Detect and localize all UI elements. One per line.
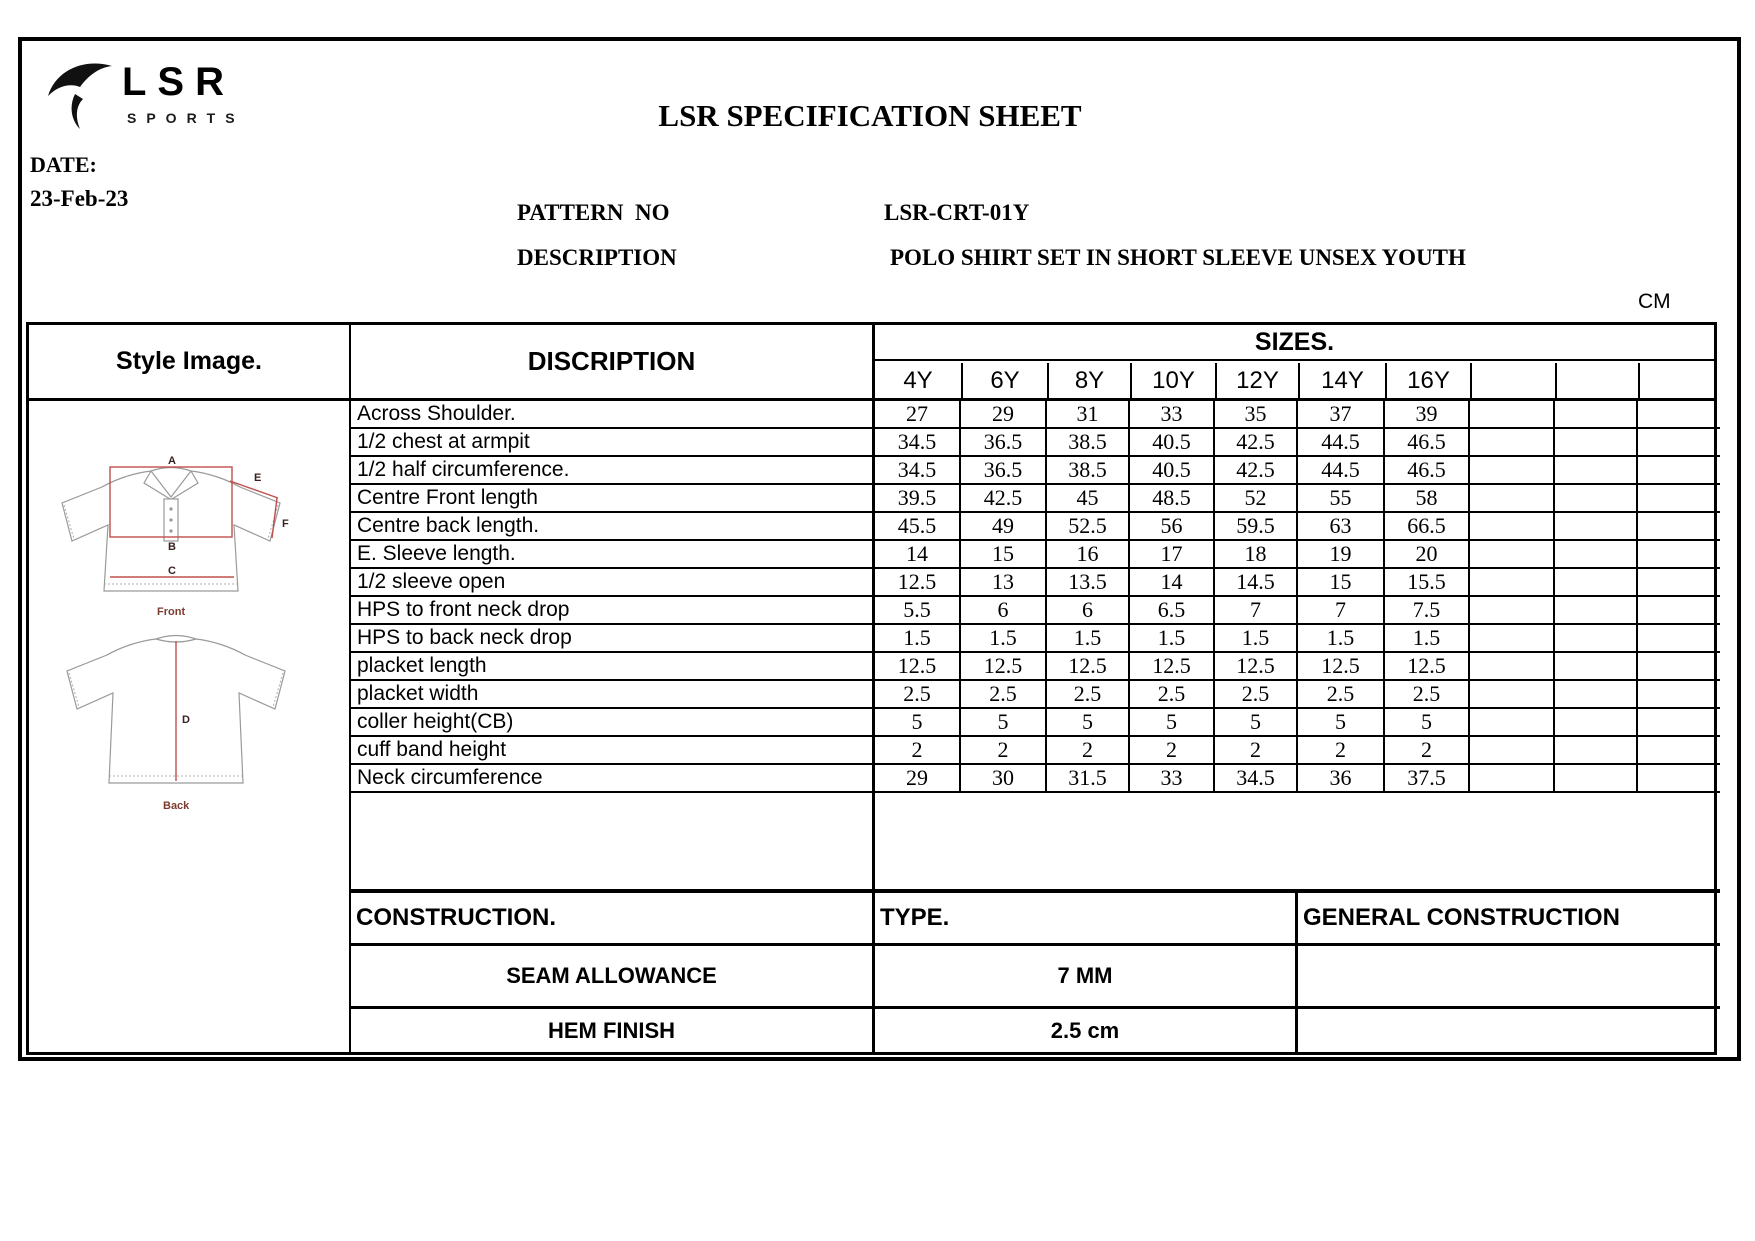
hem-finish-label: HEM FINISH: [351, 1009, 875, 1052]
back-caption: Back: [163, 800, 190, 812]
construction-header-row: [351, 889, 1720, 946]
size-value-cell: 12.5: [875, 653, 961, 679]
size-value-cell: 12.5: [875, 569, 961, 595]
size-value-cell: [1638, 457, 1720, 483]
size-value-cell: 42.5: [1215, 457, 1298, 483]
size-value-cell: 56: [1130, 513, 1215, 539]
table-row: [351, 513, 1720, 541]
size-value-cell: 42.5: [1215, 429, 1298, 455]
size-value-cell: 7.5: [1385, 597, 1470, 623]
hem-finish-general: [1298, 1009, 1720, 1052]
size-value-cell: [1555, 597, 1638, 623]
size-value-cell: [1555, 429, 1638, 455]
front-marker-a: A: [168, 455, 176, 467]
size-value-cell: [1638, 597, 1720, 623]
size-value-cell: 44.5: [1298, 457, 1385, 483]
row-label: cuff band height: [351, 737, 875, 763]
size-value-cell: 42.5: [961, 485, 1047, 511]
size-value-cell: 1.5: [1130, 625, 1215, 651]
size-column-header: 6Y: [961, 363, 1047, 398]
unit-label: CM: [1638, 290, 1671, 313]
size-value-cell: [1555, 737, 1638, 763]
table-row: [351, 681, 1720, 709]
hem-finish-row: [351, 1009, 1720, 1052]
size-value-cell: 2: [1385, 737, 1470, 763]
size-value-cell: 5: [875, 709, 961, 735]
size-value-cell: 37: [1298, 401, 1385, 427]
row-label: placket width: [351, 681, 875, 707]
size-column-header: [1555, 363, 1638, 398]
size-value-cell: 2: [1298, 737, 1385, 763]
size-value-cell: 59.5: [1215, 513, 1298, 539]
size-value-cell: [1555, 709, 1638, 735]
size-value-cell: [1470, 653, 1555, 679]
size-value-cell: [1470, 457, 1555, 483]
size-value-cell: [1638, 625, 1720, 651]
size-value-cell: 20: [1385, 541, 1470, 567]
size-value-cell: 36.5: [961, 429, 1047, 455]
front-marker-b: B: [168, 541, 176, 553]
size-value-cell: 14.5: [1215, 569, 1298, 595]
size-column-header: 4Y: [903, 366, 933, 394]
size-value-cell: 2.5: [1215, 681, 1298, 707]
row-label: Centre Front length: [351, 485, 875, 511]
size-value-cell: 31.5: [1047, 765, 1130, 791]
table-row: [351, 625, 1720, 653]
size-value-cell: 58: [1385, 485, 1470, 511]
size-value-cell: [1638, 681, 1720, 707]
size-value-cell: 7: [1298, 597, 1385, 623]
size-value-cell: 6: [961, 597, 1047, 623]
size-value-cell: 34.5: [1215, 765, 1298, 791]
size-value-cell: 29: [875, 765, 961, 791]
pattern-no-label: PATTERN NO: [517, 200, 670, 225]
size-value-cell: [1555, 541, 1638, 567]
size-value-cell: 6.5: [1130, 597, 1215, 623]
date-value: 23-Feb-23: [30, 186, 129, 211]
size-value-cell: [1638, 569, 1720, 595]
seam-allowance-general: [1298, 946, 1720, 1006]
table-row: [351, 401, 1720, 429]
size-value-cell: [1638, 541, 1720, 567]
description-label: DESCRIPTION: [517, 245, 677, 270]
size-value-cell: 14: [1130, 569, 1215, 595]
size-value-cell: [1555, 401, 1638, 427]
size-value-cell: 2.5: [1385, 681, 1470, 707]
table-row: [351, 541, 1720, 569]
size-value-cell: 36: [1298, 765, 1385, 791]
size-value-cell: 40.5: [1130, 429, 1215, 455]
table-row: [351, 457, 1720, 485]
table-row: [351, 737, 1720, 765]
general-construction-header: GENERAL CONSTRUCTION: [1303, 904, 1620, 931]
size-value-cell: 52.5: [1047, 513, 1130, 539]
size-value-cell: [1470, 681, 1555, 707]
type-header: TYPE.: [875, 893, 1298, 943]
size-value-cell: 52: [1215, 485, 1298, 511]
size-value-cell: 15: [961, 541, 1047, 567]
size-value-cell: [1638, 709, 1720, 735]
row-label: E. Sleeve length.: [351, 541, 875, 567]
seam-allowance-label: SEAM ALLOWANCE: [351, 946, 875, 1006]
size-value-cell: [1638, 653, 1720, 679]
row-label: coller height(CB): [351, 709, 875, 735]
size-header-row: [875, 363, 1714, 398]
row-label: HPS to front neck drop: [351, 597, 875, 623]
size-value-cell: [1470, 541, 1555, 567]
size-value-cell: 30: [961, 765, 1047, 791]
discription-header: DISCRIPTION: [351, 325, 875, 398]
size-value-cell: 17: [1130, 541, 1215, 567]
size-value-cell: 44.5: [1298, 429, 1385, 455]
pattern-no-value: LSR-CRT-01Y: [884, 200, 1030, 225]
polo-front-drawing: [44, 453, 334, 621]
size-value-cell: 31: [1047, 401, 1130, 427]
size-value-cell: [1555, 513, 1638, 539]
size-value-cell: 13.5: [1047, 569, 1130, 595]
spacer-row: [351, 767, 1720, 889]
size-value-cell: 1.5: [1215, 625, 1298, 651]
size-value-cell: [1555, 625, 1638, 651]
size-value-cell: [1555, 681, 1638, 707]
size-value-cell: [1470, 597, 1555, 623]
size-value-cell: 29: [961, 401, 1047, 427]
size-value-cell: [1470, 429, 1555, 455]
size-value-cell: 48.5: [1130, 485, 1215, 511]
size-value-cell: 12.5: [1130, 653, 1215, 679]
table-row: [351, 653, 1720, 681]
size-value-cell: 40.5: [1130, 457, 1215, 483]
size-value-cell: 5.5: [875, 597, 961, 623]
size-value-cell: 2: [1215, 737, 1298, 763]
size-column-header: 12Y: [1215, 363, 1298, 398]
table-row: [351, 597, 1720, 625]
size-value-cell: 13: [961, 569, 1047, 595]
size-value-cell: 63: [1298, 513, 1385, 539]
size-value-cell: 5: [1215, 709, 1298, 735]
hem-finish-value: 2.5 cm: [875, 1009, 1298, 1052]
size-value-cell: 7: [1215, 597, 1298, 623]
size-value-cell: 45.5: [875, 513, 961, 539]
seam-allowance-row: [351, 946, 1720, 1009]
spec-table: [26, 322, 1717, 1055]
sizes-header: SIZES.: [875, 325, 1714, 361]
style-image-header: Style Image.: [116, 347, 262, 375]
size-value-cell: 12.5: [1385, 653, 1470, 679]
size-value-cell: 2.5: [1047, 681, 1130, 707]
size-value-cell: [1555, 569, 1638, 595]
logo-sub-text: SPORTS: [127, 110, 245, 126]
size-value-cell: 15: [1298, 569, 1385, 595]
row-label: Centre back length.: [351, 513, 875, 539]
size-value-cell: 1.5: [1385, 625, 1470, 651]
bird-logo-icon: [42, 56, 120, 134]
header-divider: [29, 398, 1714, 401]
size-value-cell: 55: [1298, 485, 1385, 511]
size-value-cell: 6: [1047, 597, 1130, 623]
row-label: 1/2 chest at armpit: [351, 429, 875, 455]
size-value-cell: [1638, 429, 1720, 455]
table-row: [351, 485, 1720, 513]
row-label: HPS to back neck drop: [351, 625, 875, 651]
size-value-cell: 35: [1215, 401, 1298, 427]
size-value-cell: [1555, 653, 1638, 679]
size-value-cell: 12.5: [961, 653, 1047, 679]
size-value-cell: 5: [1385, 709, 1470, 735]
size-value-cell: 2.5: [1130, 681, 1215, 707]
date-label: DATE:: [30, 152, 97, 177]
size-value-cell: 45: [1047, 485, 1130, 511]
row-label: placket length: [351, 653, 875, 679]
polo-back-drawing: [44, 625, 334, 815]
size-column-header: 16Y: [1385, 363, 1470, 398]
row-label: Across Shoulder.: [351, 401, 875, 427]
size-value-cell: [1555, 457, 1638, 483]
size-value-cell: [1470, 625, 1555, 651]
size-value-cell: 49: [961, 513, 1047, 539]
size-value-cell: [1638, 513, 1720, 539]
size-column-header: 10Y: [1130, 363, 1215, 398]
size-value-cell: 39.5: [875, 485, 961, 511]
size-value-cell: 2.5: [875, 681, 961, 707]
size-value-cell: 15.5: [1385, 569, 1470, 595]
size-value-cell: 12.5: [1215, 653, 1298, 679]
size-value-cell: 5: [1130, 709, 1215, 735]
size-value-cell: 16: [1047, 541, 1130, 567]
size-value-cell: 33: [1130, 765, 1215, 791]
size-value-cell: 2: [875, 737, 961, 763]
size-value-cell: [1638, 737, 1720, 763]
back-marker-d: D: [182, 714, 190, 726]
size-value-cell: 39: [1385, 401, 1470, 427]
spacer-row-label-cell: [351, 767, 875, 889]
size-value-cell: 66.5: [1385, 513, 1470, 539]
page-title: LSR SPECIFICATION SHEET: [658, 98, 1082, 133]
size-value-cell: 5: [961, 709, 1047, 735]
size-value-cell: 38.5: [1047, 457, 1130, 483]
front-marker-f: F: [282, 518, 289, 530]
size-value-cell: [1638, 401, 1720, 427]
logo-brand-text: LSR: [122, 60, 235, 104]
size-column-header: 14Y: [1298, 363, 1385, 398]
row-label: 1/2 half circumference.: [351, 457, 875, 483]
size-column-header: [1638, 363, 1714, 398]
size-value-cell: [1470, 485, 1555, 511]
size-value-cell: [1470, 709, 1555, 735]
size-value-cell: 27: [875, 401, 961, 427]
size-value-cell: 1.5: [1298, 625, 1385, 651]
style-image-column: [29, 325, 351, 1052]
size-value-cell: 2: [1130, 737, 1215, 763]
row-label: Neck circumference: [351, 765, 875, 791]
table-row: [351, 709, 1720, 737]
size-value-cell: 12.5: [1047, 653, 1130, 679]
size-value-cell: [1470, 569, 1555, 595]
row-label: 1/2 sleeve open: [351, 569, 875, 595]
size-value-cell: [1555, 485, 1638, 511]
size-value-cell: 19: [1298, 541, 1385, 567]
size-value-cell: 2.5: [1298, 681, 1385, 707]
size-value-cell: 36.5: [961, 457, 1047, 483]
size-value-cell: 5: [1298, 709, 1385, 735]
size-value-cell: 34.5: [875, 457, 961, 483]
description-value: POLO SHIRT SET IN SHORT SLEEVE UNSEX YOUTH: [890, 245, 1466, 270]
size-value-cell: [1470, 513, 1555, 539]
size-table-rows: [351, 401, 1720, 790]
size-value-cell: 18: [1215, 541, 1298, 567]
construction-header: CONSTRUCTION.: [351, 893, 875, 943]
size-value-cell: [1638, 485, 1720, 511]
size-value-cell: 37.5: [1385, 765, 1470, 791]
size-value-cell: 38.5: [1047, 429, 1130, 455]
size-value-cell: 1.5: [1047, 625, 1130, 651]
size-column-header: 8Y: [1047, 363, 1130, 398]
size-value-cell: 1.5: [875, 625, 961, 651]
size-value-cell: [1470, 737, 1555, 763]
size-value-cell: 46.5: [1385, 429, 1470, 455]
size-value-cell: 2: [1047, 737, 1130, 763]
table-row: [351, 429, 1720, 457]
size-value-cell: 14: [875, 541, 961, 567]
front-marker-c: C: [168, 565, 176, 577]
size-value-cell: 5: [1047, 709, 1130, 735]
size-value-cell: 1.5: [961, 625, 1047, 651]
size-column-header: [1470, 363, 1555, 398]
size-value-cell: 33: [1130, 401, 1215, 427]
size-value-cell: 2.5: [961, 681, 1047, 707]
size-value-cell: 12.5: [1298, 653, 1385, 679]
table-row: [351, 569, 1720, 597]
size-value-cell: 34.5: [875, 429, 961, 455]
front-marker-e: E: [254, 472, 262, 484]
front-caption: Front: [157, 606, 186, 618]
seam-allowance-value: 7 MM: [875, 946, 1298, 1006]
size-value-cell: 46.5: [1385, 457, 1470, 483]
size-value-cell: [1470, 401, 1555, 427]
size-value-cell: 2: [961, 737, 1047, 763]
